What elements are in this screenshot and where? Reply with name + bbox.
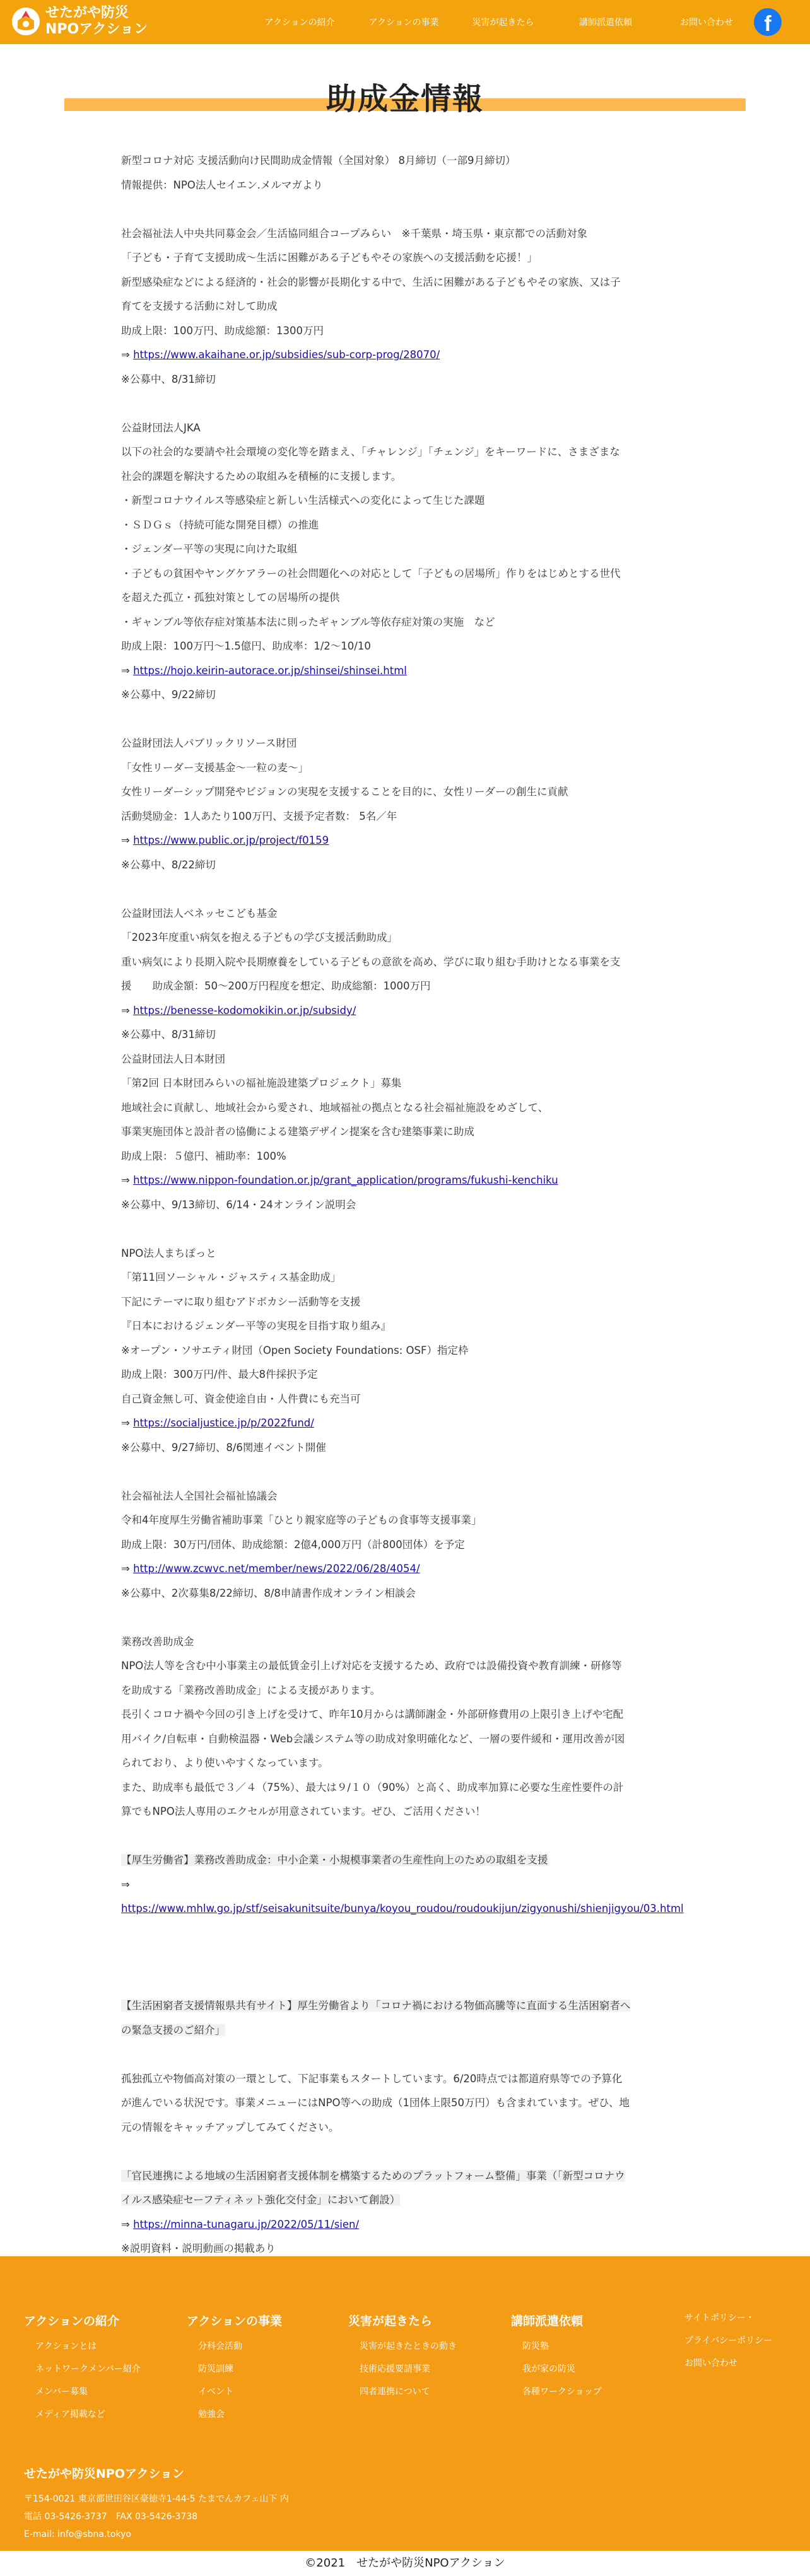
footer-link[interactable]: 各種ワークショップ	[522, 2387, 602, 2397]
content-line: 助成上限：100万円～1.5億円、助成率：1/2～10/10	[121, 640, 371, 652]
highlight-text: 【生活困窮者支援情報県共有サイト】厚生労働省より「コロナ禍における物価高騰等に直面する生活困窮者へ	[121, 2000, 631, 2012]
highlight-line	[121, 2164, 689, 2189]
arrow-prefix: ⇒	[121, 834, 134, 846]
main-nav	[246, 0, 754, 44]
arrow-prefix: ⇒	[121, 2218, 134, 2230]
site-header	[0, 0, 810, 44]
footer-link[interactable]: 技術応援要請事業	[360, 2364, 430, 2374]
content-line: ※オープン・ソサエティ財団（Open Society Foundations: OSF）指定枠	[121, 1344, 469, 1356]
footer-link[interactable]: 我が家の防災	[522, 2364, 575, 2374]
content-line: ※公募中、9/27締切、8/6関連イベント開催	[121, 1441, 326, 1454]
content-line: 孤独孤立や物価高対策の一環として、下記事業もスタートしています。6/20時点では都道府県等での予算化	[121, 2072, 623, 2085]
footer-col-title[interactable]: 災害が起きたら	[348, 2314, 433, 2328]
footer-email-line	[24, 2526, 289, 2543]
content-line: 事業実施団体と設計者の協働による建築デザイン提案を含む建築事業に助成	[121, 1126, 474, 1138]
facebook-icon[interactable]: f	[754, 8, 782, 36]
footer-email-label: E-mail:	[24, 2529, 58, 2539]
content-line: ・新型コロナウイルス等感染症と新しい生活様式への変化によって生じた課題	[121, 494, 485, 506]
content-line: 女性リーダーシップ開発やビジョンの実現を支援することを目的に、女性リーダーの創生に貢献	[121, 786, 568, 798]
content-line: また、助成率も最低で３／４（75%）、最大は９/１０（90%）と高く、助成率加算に必要な生産性要件の計	[121, 1781, 624, 1793]
footer-link[interactable]: 災害が起きたときの動き	[360, 2341, 457, 2352]
content-line: 以下の社会的な要請や社会環境の変化等を踏まえ、「チャレンジ」「チェンジ」をキーワードに、さまざまな	[121, 446, 620, 458]
content-line: 社会的課題を解決するための取組みを積極的に支援します。	[121, 470, 402, 482]
footer-link[interactable]: ネットワークメンバー紹介	[35, 2364, 141, 2374]
content-line: 助成上限：100万円、助成総額：1300万円	[121, 324, 324, 337]
logo-line2: NPOアクション	[45, 21, 148, 37]
footer-col-lecturer	[511, 2312, 602, 2403]
content-line: 育てを支援する活動に対して助成	[121, 300, 278, 312]
content-line: 公益財団法人パブリックリソース財団	[121, 737, 297, 749]
content-line: 算でもNPO法人専用のエクセルが用意されています。ぜひ、ご活用ください！	[121, 1805, 486, 1817]
logo-mark-icon	[11, 7, 40, 36]
blank-line	[121, 1824, 689, 1849]
footer-col-title[interactable]: 講師派遣依頼	[511, 2314, 584, 2328]
external-link[interactable]: https://socialjustice.jp/p/2022fund/	[133, 1417, 314, 1429]
footer-link[interactable]: 防災訓練	[198, 2364, 233, 2374]
link-line	[121, 1897, 689, 1921]
footer-link[interactable]: メディア掲載など	[35, 2410, 105, 2420]
content-line: 社会福祉法人全国社会福祉協議会	[121, 1489, 278, 1502]
content-line: ⇒	[121, 1878, 130, 1891]
footer-col-title[interactable]: アクションの事業	[187, 2314, 283, 2328]
footer-col-projects	[187, 2312, 282, 2426]
content-line: 業務改善助成金	[121, 1635, 194, 1648]
link-line	[121, 1169, 689, 1193]
blank-line	[121, 1606, 689, 1630]
footer-link[interactable]: イベント	[198, 2387, 233, 2397]
link-line	[121, 1557, 689, 1582]
site-footer	[0, 2256, 810, 2551]
highlight-line	[121, 2019, 689, 2043]
blank-line	[121, 1460, 689, 1484]
logo-line1: せたがや防災	[45, 5, 129, 21]
external-link[interactable]: https://www.nippon-foundation.or.jp/grant_application/programs/fukushi-kenchiku	[133, 1174, 558, 1186]
arrow-prefix: ⇒	[121, 1004, 134, 1017]
link-line	[121, 999, 689, 1023]
footer-link[interactable]: 勉強会	[198, 2410, 225, 2420]
content-line: られており、より使いやすくなっています。	[121, 1757, 329, 1769]
logo-text	[45, 5, 148, 38]
content-line: 活動奨励金：1人あたり100万円、支援予定者数： 5名／年	[121, 810, 397, 822]
content-line: 社会福祉法人中央共同募金会／生活協同組合コープみらい ※千葉県・埼玉県・東京都での活動対象	[121, 227, 588, 240]
content-line: 情報提供：NPO法人セイエン.メルマガより	[121, 178, 323, 191]
external-link[interactable]: https://minna-tunagaru.jp/2022/05/11/sien/	[133, 2218, 360, 2230]
footer-col-title[interactable]: アクションの紹介	[24, 2314, 120, 2328]
main-content	[121, 149, 689, 2261]
copyright: ©2021 せたがや防災NPOアクション	[0, 2551, 810, 2576]
content-line: 下記にテーマに取り組むアドボカシー活動等を支援	[121, 1295, 361, 1308]
blank-line	[121, 2043, 689, 2067]
arrow-prefix: ⇒	[121, 1563, 134, 1575]
content-line: 援 助成金額：50～200万円程度を想定、助成総額：1000万円	[121, 980, 431, 992]
content-line: 地域社会に貢献し、地域社会から愛され、地域福祉の拠点となる社会福祉施設をめざして、	[121, 1101, 549, 1114]
footer-link-privacy[interactable]: プライバシーポリシー	[684, 2336, 773, 2346]
arrow-prefix: ⇒	[121, 1417, 134, 1429]
content-line: ※公募中、9/22締切	[121, 689, 216, 701]
content-line: NPO法人まちぽっと	[121, 1247, 216, 1259]
footer-col-misc	[684, 2307, 772, 2375]
link-line	[121, 829, 689, 853]
content-line: 「第2回 日本財団みらいの福祉施設建築プロジェクト」募集	[121, 1077, 402, 1089]
highlight-text: 【厚生労働省】業務改善助成金：中小企業・小規模事業者の生産性向上のための取組を支援	[121, 1854, 548, 1866]
link-line	[121, 1411, 689, 1436]
content-line: NPO法人等を含む中小事業主の最低賃金引上げ対応を支援するため、政府では設備投資や教育訓練・研修等	[121, 1660, 622, 1672]
footer-link[interactable]: メンバー募集	[35, 2387, 88, 2397]
footer-phone: 電話 03-5426-3737 FAX 03-5426-3738	[24, 2512, 198, 2522]
content-line: 「第11回ソーシャル・ジャスティス基金助成」	[121, 1271, 341, 1283]
footer-org-name: せたがや防災NPOアクション	[24, 2467, 185, 2481]
content-line: ※公募中、8/22締切	[121, 858, 216, 871]
content-line: ※公募中、2次募集8/22締切、8/8申請書作成オンライン相談会	[121, 1587, 416, 1599]
footer-email-link[interactable]: info@sbna.tokyo	[57, 2529, 131, 2539]
link-line	[121, 2213, 689, 2237]
title-section	[0, 74, 810, 149]
content-line: 令和4年度厚生労働省補助事業「ひとり親家庭等の子どもの食事等支援事業」	[121, 1514, 482, 1526]
content-line: 長引くコロナ禍や今回の引き上げを受けて、昨年10月からは講師謝金・外部研修費用の上限引き上げや宅配	[121, 1708, 624, 1720]
footer-org-info	[24, 2464, 289, 2543]
content-line: 重い病気により長期入院や長期療養をしている子どもの意欲を高め、学びに取り組む手助けとなる事業を支	[121, 955, 621, 968]
content-line: を助成する「業務改善助成金」による支援があります。	[121, 1684, 381, 1696]
content-line: を超えた孤立・孤独対策としての居場所の提供	[121, 592, 340, 603]
content-line: 公益財団法人日本財団	[121, 1052, 225, 1065]
blank-line	[121, 197, 689, 222]
content-line: 助成上限：300万円/件、最大8件採択予定	[121, 1368, 318, 1380]
content-line: ※公募中、9/13締切、6/14・24オンライン説明会	[121, 1198, 356, 1211]
footer-col-intro	[24, 2312, 141, 2426]
nav-item-intro[interactable]: アクションの紹介	[264, 18, 335, 28]
external-link[interactable]: https://www.akaihane.or.jp/subsidies/sub-corp-prog/28070/	[133, 349, 440, 361]
blank-line	[121, 2140, 689, 2164]
content-line: 公益財団法人JKA	[121, 421, 201, 434]
footer-link[interactable]: 防災塾	[522, 2341, 549, 2352]
blank-line	[121, 1970, 689, 1995]
external-link[interactable]: https://hojo.keirin-autorace.or.jp/shinsei/shinsei.html	[133, 664, 407, 677]
content-line: ※説明資料・説明動画の掲載あり	[121, 2242, 276, 2254]
content-line: 公益財団法人ベネッセこども基金	[121, 907, 278, 919]
blank-line	[121, 1945, 689, 1970]
blank-line	[121, 708, 689, 732]
site-logo[interactable]	[11, 5, 148, 38]
arrow-prefix: ⇒	[121, 1174, 134, 1186]
blank-line	[121, 1921, 689, 1946]
footer-link[interactable]: 分科会活動	[198, 2341, 242, 2352]
arrow-prefix: ⇒	[121, 349, 134, 361]
highlight-text: 「官民連携による地域の生活困窮者支援体制を構築するためのプラットフォーム整備」事業（「新型コロナウ	[121, 2169, 625, 2182]
highlight-text: の緊急支援のご紹介」	[121, 2024, 225, 2036]
content-line: 『日本におけるジェンダー平等の実現を目指す取り組み』	[121, 1320, 392, 1332]
nav-item-contact[interactable]: お問い合わせ	[680, 18, 733, 28]
footer-link[interactable]: 四者連携について	[360, 2387, 430, 2397]
content-line: ※公募中、8/31締切	[121, 1029, 216, 1040]
external-link[interactable]: https://www.mhlw.go.jp/stf/seisakunitsuite/bunya/koyou_roudou/roudoukijun/zigyonushi/shienjigyou/03.html	[121, 1903, 684, 1915]
footer-link[interactable]: アクションとは	[35, 2341, 97, 2352]
content-line: ・ギャンブル等依存症対策基本法に則ったギャンブル等依存症対策の実施 など	[121, 615, 495, 628]
highlight-line	[121, 2188, 689, 2213]
link-line	[121, 343, 689, 368]
content-line: 用バイク/自転車・自動検温器・Web会議システム等の助成対象明確化など、一層の要件緩和・運用改善が図	[121, 1732, 625, 1745]
nav-item-lecturer[interactable]: 講師派遣依頼	[579, 18, 632, 28]
content-line: ・子どもの貧困やヤングケアラーの社会問題化への対応として「子どもの居場所」作りをはじめとする世代	[121, 567, 621, 580]
highlight-line	[121, 1848, 689, 1873]
content-line: ・ジェンダー平等の実現に向けた取組	[121, 543, 298, 555]
content-line: 「2023年度重い病気を抱える子どもの学び支援活動助成」	[121, 931, 397, 943]
blank-line	[121, 392, 689, 416]
nav-item-disaster[interactable]: 災害が起きたら	[472, 18, 534, 28]
external-link[interactable]: https://www.public.or.jp/project/f0159	[133, 834, 329, 846]
content-line: 助成上限：５億円、補助率：100%	[121, 1150, 286, 1162]
page-title: 助成金情報	[326, 81, 484, 117]
content-line: 「子ども・子育て支援助成～生活に困難がある子どもやその家族への支援活動を応援！」	[121, 252, 537, 264]
content-line: ※公募中、8/31締切	[121, 373, 216, 385]
blank-line	[121, 1217, 689, 1242]
content-line: 新型コロナ対応 支援活動向け民間助成金情報（全国対象） 8月締切（一部9月締切）	[121, 154, 516, 166]
footer-link-sitepolicy[interactable]: サイトポリシー・	[684, 2313, 755, 2323]
highlight-line	[121, 1994, 689, 2019]
highlight-text: イルス感染症セーフティネット強化交付金」において創設）	[121, 2194, 401, 2206]
content-line: 新型感染症などによる経済的・社会的影響が長期化する中で、生活に困難がある子どもやその家族、又は子	[121, 276, 621, 288]
nav-item-projects[interactable]: アクションの事業	[368, 18, 439, 28]
footer-address: 〒154-0021 東京都世田谷区豪徳寺1-44-5 たまでんカフェ山下 内	[24, 2494, 289, 2504]
link-line	[121, 659, 689, 684]
content-line: 「女性リーダー支援基金～一粒の麦～」	[121, 761, 308, 774]
footer-col-disaster	[348, 2312, 457, 2403]
external-link[interactable]: http://www.zcwvc.net/member/news/2022/06/28/4054/	[133, 1563, 420, 1575]
content-line: ・ＳＤＧｓ（持続可能な開発目標）の推進	[121, 518, 319, 531]
content-line: 助成上限：30万円/団体、助成総額：2億4,000万円（計800団体）を予定	[121, 1538, 465, 1551]
footer-link-contact[interactable]: お問い合わせ	[684, 2358, 737, 2369]
content-line: 元の情報をキャッチアップしてみてください。	[121, 2121, 339, 2133]
external-link[interactable]: https://benesse-kodomokikin.or.jp/subsidy/	[133, 1004, 356, 1017]
blank-line	[121, 877, 689, 902]
content-line: が進んでいる状況です。事業メニューにはNPO等への助成（1団体上限50万円）も含まれています。ぜひ、地	[121, 2097, 630, 2109]
arrow-prefix: ⇒	[121, 664, 134, 677]
content-line: 自己資金無し可、資金使途自由・人件費にも充当可	[121, 1392, 361, 1405]
